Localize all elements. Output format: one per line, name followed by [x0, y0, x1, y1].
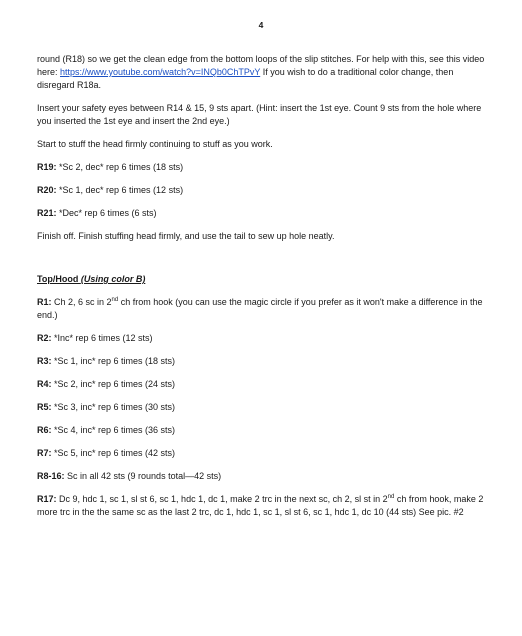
row-label: R6:	[37, 425, 52, 435]
row-text: Sc in all 42 sts (9 rounds total—42 sts)	[64, 471, 222, 481]
row-text: *Sc 3, inc* rep 6 times (30 sts)	[51, 402, 176, 412]
paragraph-color-change	[37, 53, 489, 92]
row-text: *Sc 4, inc* rep 6 times (36 sts)	[51, 425, 176, 435]
row-label: R7:	[37, 448, 52, 458]
section-heading-text: Top/Hood	[37, 274, 81, 284]
section-heading-color: (Using color B)	[80, 274, 146, 284]
superscript: nd	[387, 494, 395, 500]
row-text: Ch 2, 6 sc in 2	[51, 297, 112, 307]
paragraph-text: If you wish to do a traditional color change, then disregard R18a.	[37, 67, 454, 90]
paragraph-stuff-head: Start to stuff the head firmly continuing to stuff as you work.	[37, 139, 273, 149]
superscript: nd	[111, 297, 119, 303]
row-text: ch from hook, make 2 more trc in the the same sc as the last 2 trc, dc 1, hdc 1, sc 1, sl st 6, sc 1, hdc 1, dc 10 (44 sts) See pic. #2	[37, 494, 484, 517]
row-text: *Sc 2, inc* rep 6 times (24 sts)	[51, 379, 176, 389]
row-label: R21:	[37, 208, 57, 218]
row-r7	[37, 447, 489, 460]
row-r3	[37, 355, 489, 368]
row-text: *Sc 1, inc* rep 6 times (18 sts)	[51, 356, 176, 366]
row-r4	[37, 378, 489, 391]
row-label: R1:	[37, 297, 52, 307]
row-text: *Sc 1, dec* rep 6 times (12 sts)	[56, 185, 184, 195]
paragraph-safety-eyes: Insert your safety eyes between R14 & 15, 9 sts apart. (Hint: insert the 1st eye. Count 9 sts from the hole where you inserted the 1st eye and insert the 2nd eye.)	[37, 103, 482, 126]
row-text: ch from hook (you can use the magic circle if you prefer as it won't make a difference in the end.)	[37, 297, 483, 320]
row-label: R20:	[37, 185, 57, 195]
row-r20	[37, 184, 489, 197]
row-r8-16	[37, 470, 489, 483]
row-text: *Inc* rep 6 times (12 sts)	[51, 333, 153, 343]
row-r5	[37, 401, 489, 414]
row-r21	[37, 207, 489, 220]
row-label: R17:	[37, 494, 57, 504]
paragraph-finish-off: Finish off. Finish stuffing head firmly, and use the tail to sew up hole neatly.	[37, 231, 335, 241]
row-r6	[37, 424, 489, 437]
row-r17	[37, 493, 489, 519]
row-text: *Sc 2, dec* rep 6 times (18 sts)	[56, 162, 184, 172]
row-r1	[37, 296, 489, 322]
row-r19	[37, 161, 489, 174]
section-heading-top-hood	[37, 273, 489, 286]
row-label: R5:	[37, 402, 52, 412]
row-r2	[37, 332, 489, 345]
page-number: 4	[258, 20, 264, 30]
row-label: R8-16:	[37, 471, 65, 481]
row-text: *Sc 5, inc* rep 6 times (42 sts)	[51, 448, 176, 458]
row-label: R4:	[37, 379, 52, 389]
row-text: *Dec* rep 6 times (6 sts)	[56, 208, 157, 218]
row-label: R19:	[37, 162, 57, 172]
video-link[interactable]: https://www.youtube.com/watch?v=INQb0ChTPvY	[60, 67, 261, 77]
paragraph-text: round (R18) so we get the clean edge from the bottom loops of the slip stitches. For help with this, see this video here:	[37, 54, 485, 77]
row-text: Dc 9, hdc 1, sc 1, sl st 6, sc 1, hdc 1, dc 1, make 2 trc in the next sc, ch 2, sl st in 2	[56, 494, 388, 504]
row-label: R3:	[37, 356, 52, 366]
page-content	[37, 53, 489, 529]
row-label: R2:	[37, 333, 52, 343]
